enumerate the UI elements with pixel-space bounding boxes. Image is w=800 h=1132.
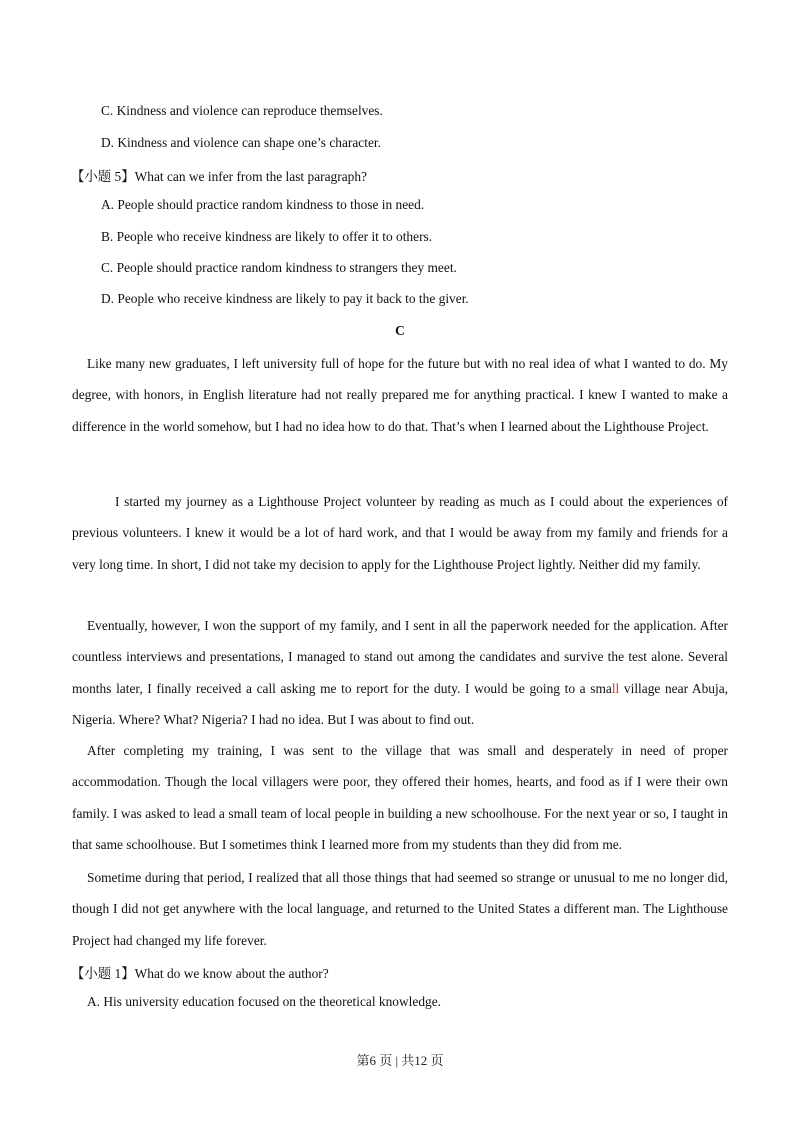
passage-paragraph-3 [72, 610, 728, 736]
question-1-text: What do we know about the author? [134, 966, 329, 981]
paragraph-3-text-end: village near Abuja, Nigeria. Where? What? Nigeria? I had no idea. But I was about to find out. [72, 680, 728, 728]
paragraph-3-text: Eventually, however, I won the support of my family, and I sent in all the paperwork needed for the application. After countless interviews and presentations, I managed to stand out among the candidates and survive the test alone. Several months later, I finally received a call asking me to report for the duty. I would be going to a sma [72, 618, 728, 696]
question-5-header [71, 166, 367, 185]
question-5-text: What can we infer from the last paragraph? [134, 169, 367, 184]
question-5-option-d: D. People who receive kindness are likely to pay it back to the giver. [101, 291, 469, 306]
question-5-option-c: C. People should practice random kindness to strangers they meet. [101, 260, 457, 275]
passage-paragraph-5: Sometime during that period, I realized that all those things that had seemed so strange or unusual to me no longer did, though I did not get anywhere with the local language, and returned to the United States a different man. The Lighthouse Project had changed my life forever. [72, 870, 728, 948]
question-1-option-a: A. His university education focused on the theoretical knowledge. [87, 994, 442, 1009]
red-highlight-text: ll [611, 680, 620, 696]
passage-paragraph-2: I started my journey as a Lighthouse Project volunteer by reading as much as I could about the experiences of previous volunteers. I knew it would be a lot of hard work, and that I would be away from my family and friends for a very long time. In short, I did not take my decision to apply for the Lighthouse Project lightly. Neither did my family. [72, 494, 728, 572]
question-1-label: 【小题 1】 [71, 966, 135, 981]
passage-paragraph-1: Like many new graduates, I left university full of hope for the future but with no real idea of what I wanted to do. My degree, with honors, in English literature had not really prepared me for anything practical. I knew I wanted to make a difference in the world somehow, but I had no idea how to do that. That’s when I learned about the Lighthouse Project. [72, 356, 728, 434]
section-heading: C [395, 323, 405, 338]
option-c-previous: C. Kindness and violence can reproduce themselves. [101, 103, 383, 118]
question-5-option-a: A. People should practice random kindness to those in need. [101, 197, 425, 212]
page-footer: 第6 页 | 共12 页 [356, 1053, 444, 1068]
question-5-option-b: B. People who receive kindness are likely to offer it to others. [101, 229, 433, 244]
passage-paragraph-4: After completing my training, I was sent to the village that was small and desperately in need of proper accommodation. Though the local villagers were poor, they offered their homes, hearts, and food as if I were their own family. I was asked to lead a small team of local people in building a new schoolhouse. For the next year or so, I taught in that same schoolhouse. But I sometimes think I learned more from my students than they did from me. [72, 743, 728, 853]
question-5-label: 【小题 5】 [71, 169, 135, 184]
question-1-header [71, 963, 329, 982]
option-d-previous: D. Kindness and violence can shape one’s character. [101, 135, 381, 150]
